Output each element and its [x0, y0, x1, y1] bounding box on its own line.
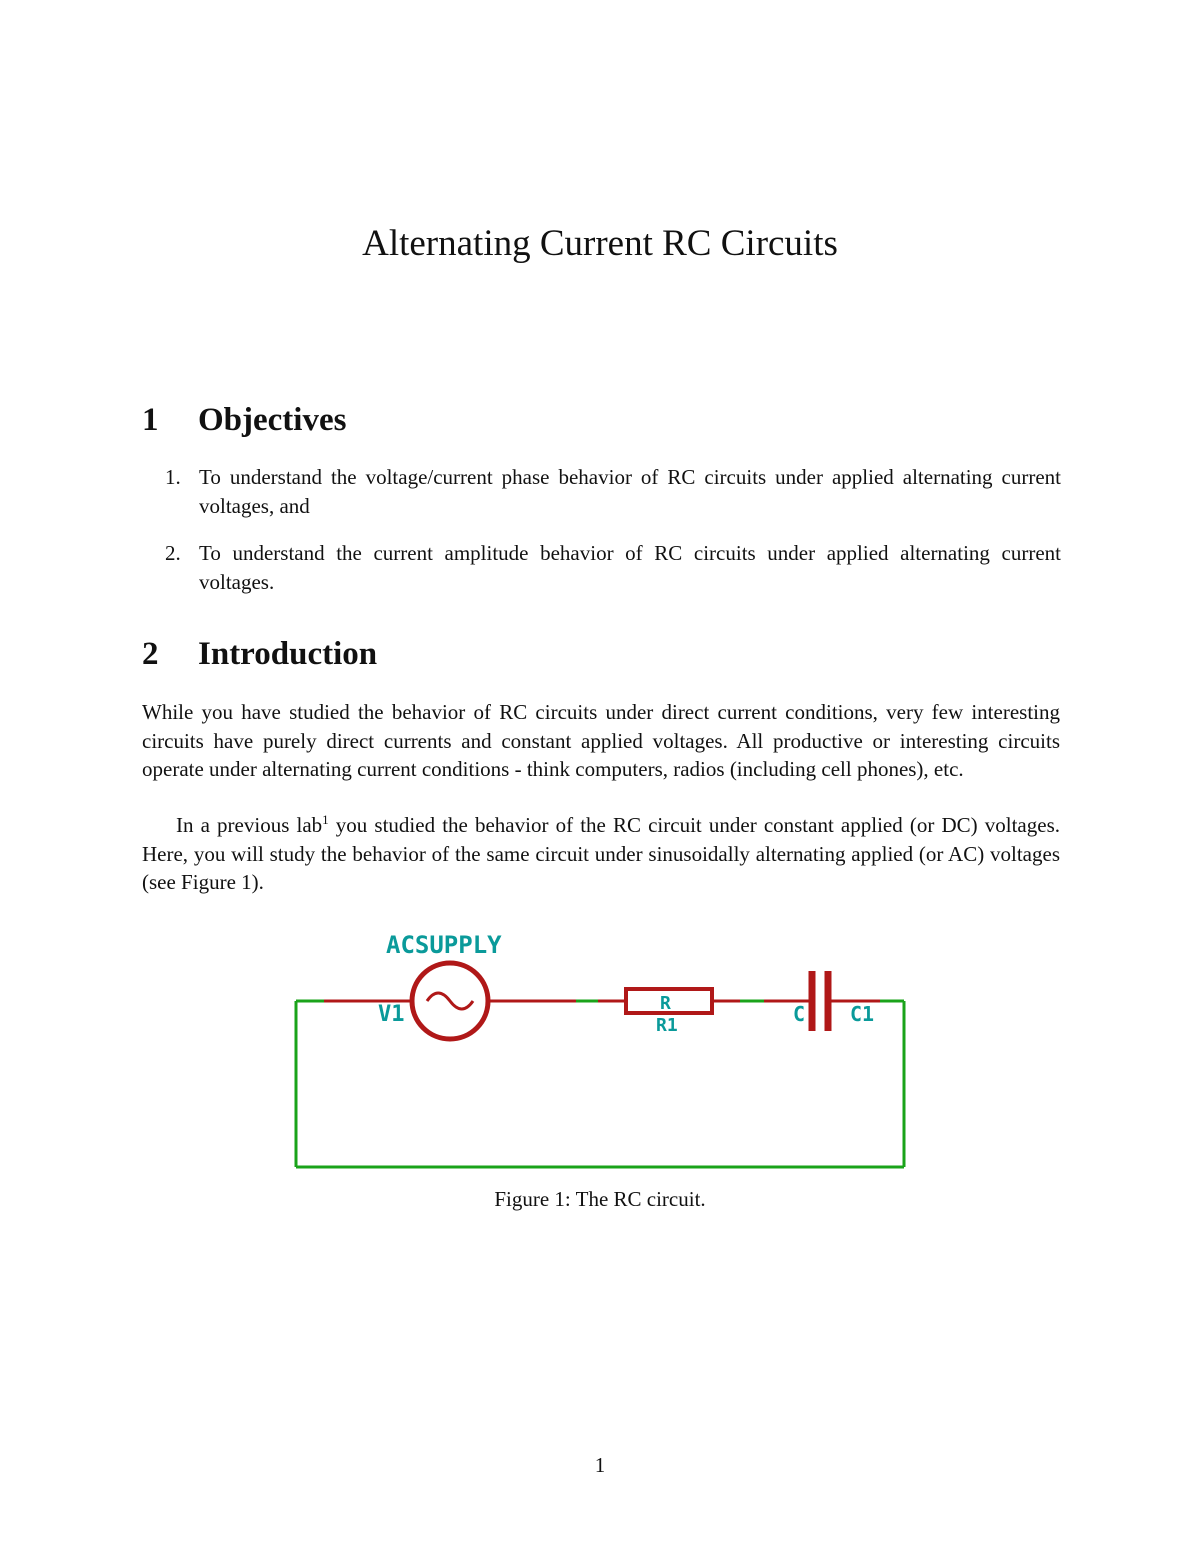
capacitor-symbol [812, 971, 828, 1031]
figure-caption: Figure 1: The RC circuit. [494, 1187, 706, 1211]
resistor-ref-label: R1 [656, 1015, 678, 1036]
list-marker: 2. [165, 541, 181, 565]
intro-paragraph-2 [142, 811, 1060, 897]
capacitor-ref-label: C1 [850, 1002, 875, 1026]
list-item-text: To understand the current amplitude behavior of RC circuits under applied alternating current voltages. [199, 541, 1061, 594]
section-heading-introduction [142, 636, 377, 673]
list-item-text: To understand the voltage/current phase behavior of RC circuits under applied alternating current voltages, and [199, 465, 1061, 518]
objectives-list [165, 463, 1061, 597]
intro-paragraph-1: While you have studied the behavior of RC circuits under direct current conditions, very few interesting circuits have purely direct currents and constant applied voltages. All productive or interesting circuits operate under alternating current conditions - think computers, radios (including cell phones), etc. [142, 700, 1060, 781]
section-number: 2 [142, 636, 159, 672]
rc-circuit-schematic [290, 925, 910, 1175]
resistor-value-label: R [660, 993, 671, 1014]
section-number: 1 [142, 402, 159, 438]
list-marker: 1. [165, 465, 181, 489]
page-number: 1 [594, 1453, 606, 1477]
source-ref-label: V1 [378, 1002, 405, 1027]
page-title: Alternating Current RC Circuits [362, 223, 838, 264]
list-item [165, 539, 1061, 597]
footnote-marker[interactable]: 1 [322, 812, 329, 827]
list-item [165, 463, 1061, 521]
source-value-label: ACSUPPLY [386, 931, 502, 959]
paragraph-text-continued: you studied the behavior of the RC circuit under constant applied (or DC) voltages. Here, you will study the behavior of the same circuit under sinusoidally alternating applied (or AC) voltages (see Figure 1). [142, 813, 1060, 894]
section-title: Introduction [198, 636, 378, 672]
capacitor-value-label: C [793, 1002, 806, 1026]
sine-wave-icon [427, 993, 473, 1009]
ac-source-symbol [412, 963, 488, 1039]
section-heading-objectives [142, 402, 346, 439]
paragraph-text: In a previous lab [176, 813, 323, 837]
section-title: Objectives [198, 402, 347, 438]
rc-circuit-figure [290, 925, 910, 1175]
